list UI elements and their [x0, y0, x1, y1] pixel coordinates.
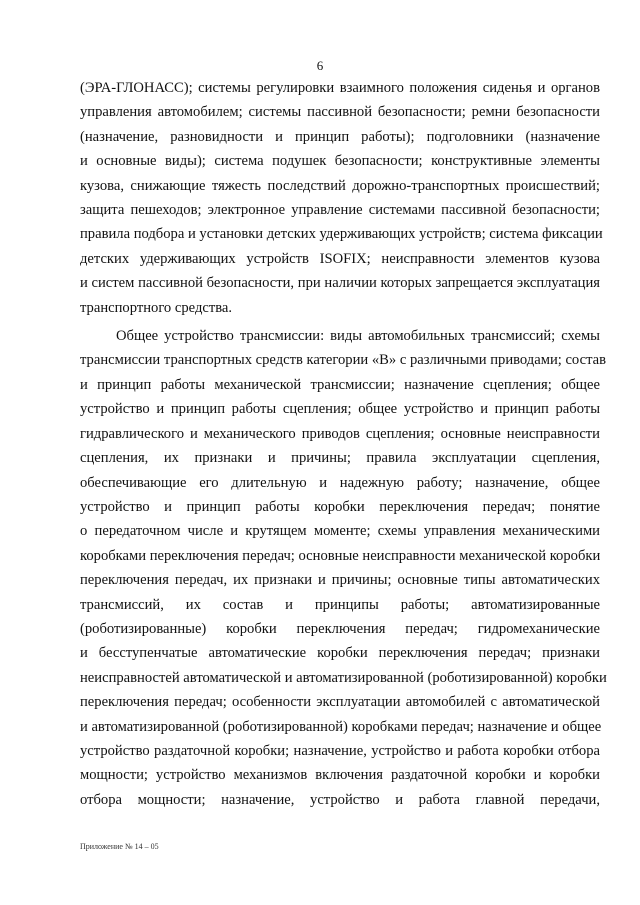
text-line: коробками переключения передач; основные неисправности механической коробки [80, 547, 601, 564]
text-line: сцепления, их признаки и причины; правила эксплуатации сцепления, [80, 450, 600, 467]
text-line: трансмиссии транспортных средств категории «В» с различными приводами; состав [80, 352, 606, 369]
text-line: обеспечивающие его длительную и надежную работу; назначение, общее [80, 474, 600, 491]
text-line: устройство и принцип работы коробки переключения передач; понятие [80, 498, 600, 515]
text-line: мощности; устройство механизмов включения раздаточной коробки и коробки [80, 767, 600, 784]
text-line: и принцип работы механической трансмиссии; назначение сцепления; общее [80, 376, 600, 393]
footer-attachment-label: Приложение № 14 – 05 [80, 842, 159, 851]
text-line: и систем пассивной безопасности, при наличии которых запрещается эксплуатация [80, 275, 600, 292]
text-line: гидравлического и механического приводов сцепления; основные неисправности [80, 425, 600, 442]
document-body [80, 76, 607, 812]
text-line: детских удерживающих устройств ISOFIX; неисправности элементов кузова [80, 250, 600, 267]
text-line: отбора мощности; назначение, устройство и работа главной передачи, [80, 791, 600, 808]
text-line: (назначение, разновидности и принцип работы); подголовники (назначение [80, 128, 600, 145]
text-line: кузова, снижающие тяжесть последствий дорожно-транспортных происшествий; [80, 177, 600, 194]
text-line: и бесступенчатые автоматические коробки переключения передач; признаки [80, 645, 600, 662]
text-line: устройство раздаточной коробки; назначение, устройство и работа коробки отбора [80, 742, 600, 759]
text-line: Общее устройство трансмиссии: виды автомобильных трансмиссий; схемы [116, 328, 600, 345]
text-line: управления автомобилем; системы пассивной безопасности; ремни безопасности [80, 104, 600, 121]
text-line: (ЭРА-ГЛОНАСС); системы регулировки взаимного положения сиденья и органов [80, 80, 600, 96]
text-line: устройство и принцип работы сцепления; общее устройство и принцип работы [80, 401, 600, 418]
text-line: правила подбора и установки детских удерживающих устройств; система фиксации [80, 226, 603, 243]
paragraph-transmission [80, 324, 607, 812]
page-number: 6 [316, 58, 324, 73]
text-line: трансмиссий, их состав и принципы работы; автоматизированные [80, 596, 600, 613]
text-line: транспортного средства. [80, 299, 233, 316]
text-line: защита пешеходов; электронное управление системами пассивной безопасности; [80, 202, 600, 219]
text-line: неисправностей автоматической и автоматизированной (роботизированной) коробки [80, 669, 607, 686]
text-line: и автоматизированной (роботизированной) коробками передач; назначение и общее [80, 718, 602, 735]
text-line: о передаточном числе и крутящем моменте; схемы управления механическими [80, 523, 600, 540]
text-line: переключения передач, их признаки и причины; основные типы автоматических [80, 572, 600, 589]
text-line: переключения передач; особенности эксплуатации автомобилей с автоматической [80, 694, 600, 711]
text-line: (роботизированные) коробки переключения передач; гидромеханические [80, 620, 600, 637]
paragraph-passive-safety [80, 76, 603, 320]
text-line: и основные виды); система подушек безопасности; конструктивные элементы [80, 153, 600, 170]
